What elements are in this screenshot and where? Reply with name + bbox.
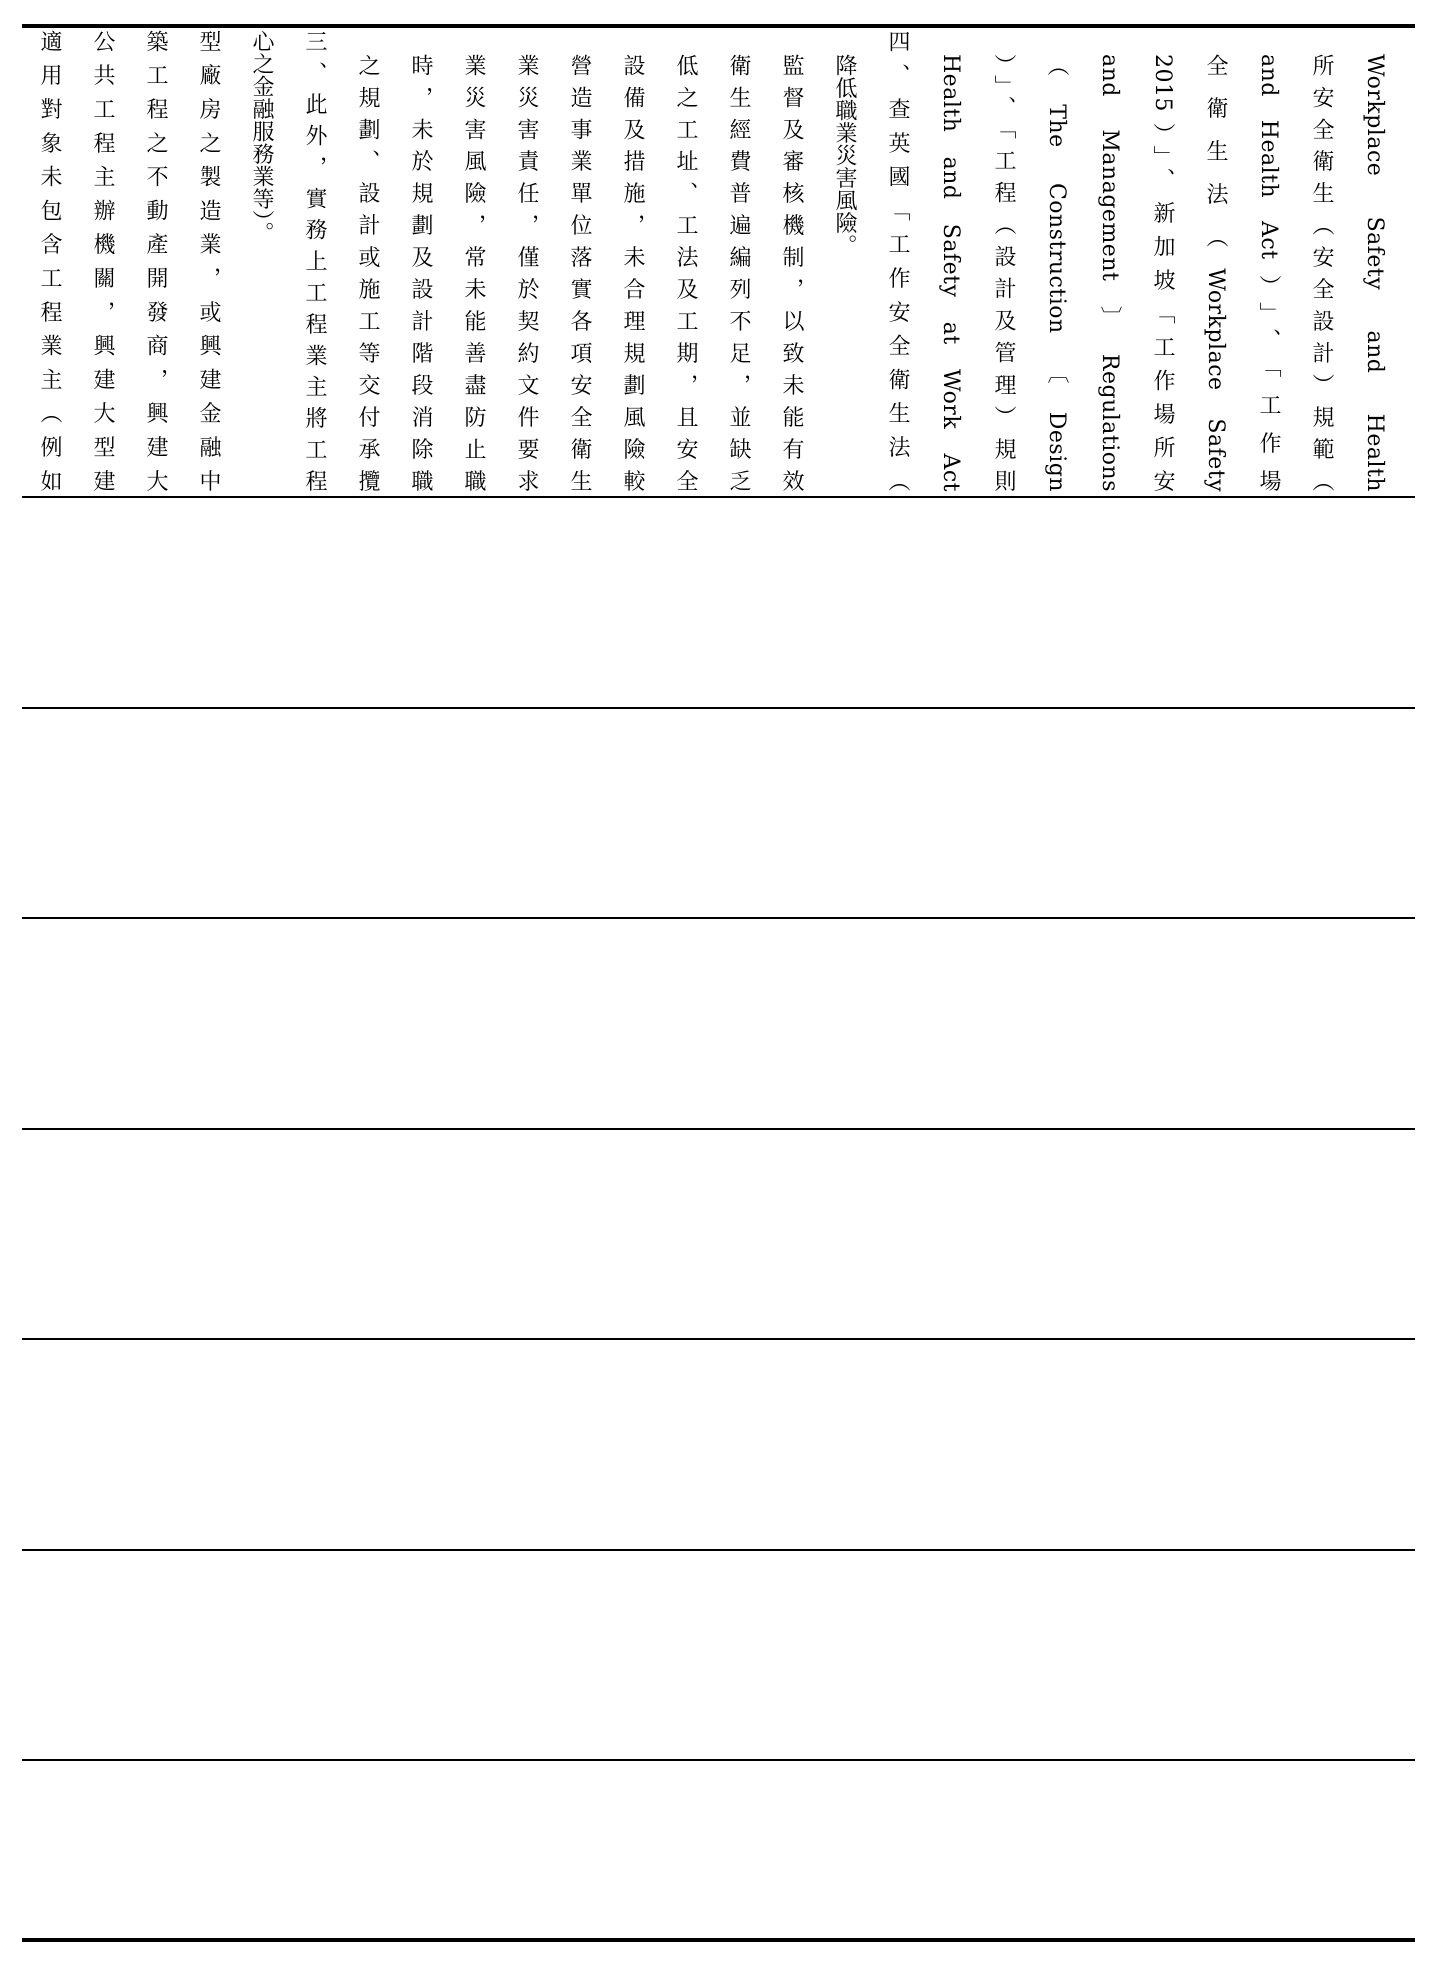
text-line: 築工程之不動產開發商，興建大 [143,30,168,492]
text-line: ）」、「工程（設計及管理）規則 [991,54,1016,492]
text-line: 設備及措施，未合理規劃風險較 [620,54,645,492]
text-line: 型廠房之製造業，或興建金融中 [196,30,221,492]
text-line: 低之工址、工法及工期，且安全 [673,54,698,492]
text-line: 降低職業災害風險。 [832,54,857,257]
text-line: 監督及審核機制，以致未能有效 [779,54,804,492]
row-divider [22,1338,1415,1340]
row-divider [22,1128,1415,1130]
text-line: 業災害責任，僅於契約文件要求 [514,54,539,492]
row-divider [22,1759,1415,1761]
text-line: 全衛生法（Workplace Safety [1203,54,1228,492]
row-divider [22,707,1415,709]
text-line: 2015）」、新加坡「工作場所安 [1150,54,1175,492]
text-line: 業災害風險，常未能善盡防止職 [461,54,486,492]
row-divider [22,917,1415,919]
text-line: 之規劃、設計或施工等交付承攬 [355,54,380,492]
text-line: Workplace Safety and Health [1362,54,1387,492]
text-line: （The Construction〔Design [1044,54,1069,492]
text-line: 營造事業單位落實各項安全衛生 [567,54,592,492]
row-divider [22,1549,1415,1551]
text-line: 心之金融服務業等）。 [249,30,274,244]
text-line: 三、此外，實務上工程業主將工程 [302,30,327,492]
text-line: and Management〕Regulations [1097,54,1122,492]
text-line: Health and Safety at Work Act [938,54,963,492]
text-line: 四、查英國「工作安全衛生法（ [885,30,910,492]
bottom-rule [22,1938,1415,1942]
text-line: 適用對象未包含工程業主（例如 [37,30,62,492]
text-line: 時，未於規劃及設計階段消除職 [408,54,433,492]
row-divider [22,496,1415,498]
text-line: 所安全衛生（安全設計）規範（ [1309,54,1334,492]
text-line: and Health Act）」、「工作場 [1256,54,1281,492]
text-line: 公共工程主辦機關，興建大型建 [90,30,115,492]
text-line: 衛生經費普遍編列不足，並缺乏 [726,54,751,492]
text-row [28,28,1412,495]
